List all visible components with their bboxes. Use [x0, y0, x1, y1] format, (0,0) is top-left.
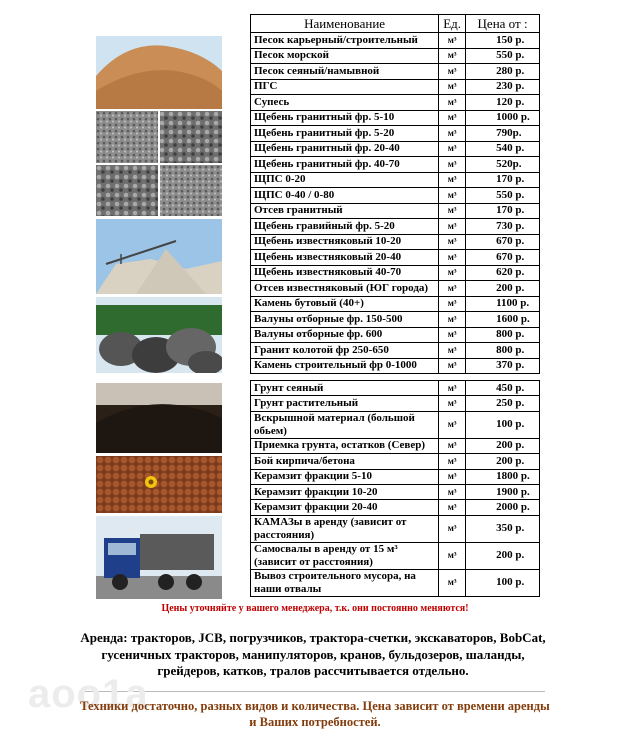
item-unit: м³ [439, 396, 466, 411]
item-price: 200 р. [466, 454, 540, 469]
item-unit: м³ [439, 454, 466, 469]
table-row [251, 542, 540, 569]
item-unit: м³ [439, 219, 466, 235]
item-price: 620 р. [466, 265, 540, 281]
item-name: Бой кирпича/бетона [251, 454, 439, 469]
item-unit: м³ [439, 469, 466, 484]
item-price: 670 р. [466, 234, 540, 250]
header-unit: Ед. [439, 15, 466, 33]
item-unit: м³ [439, 343, 466, 359]
item-unit: м³ [439, 157, 466, 173]
item-name: Приемка грунта, остатков (Север) [251, 438, 439, 453]
item-unit: м³ [439, 188, 466, 204]
item-name: Валуны отборные фр. 600 [251, 327, 439, 343]
item-unit: м³ [439, 250, 466, 266]
table-row [251, 188, 540, 204]
item-unit: м³ [439, 172, 466, 188]
table-row [251, 296, 540, 312]
item-name: ЩПС 0-40 / 0-80 [251, 188, 439, 204]
item-unit: м³ [439, 312, 466, 328]
item-name: Щебень гранитный фр. 5-20 [251, 126, 439, 142]
item-price: 550 р. [466, 188, 540, 204]
price-table-materials [250, 14, 540, 374]
table-row [251, 411, 540, 438]
table-row [251, 219, 540, 235]
item-unit: м³ [439, 515, 466, 542]
item-name: Отсев гранитный [251, 203, 439, 219]
item-price: 1600 р. [466, 312, 540, 328]
table-row [251, 141, 540, 157]
divider [85, 691, 545, 692]
table-row [251, 500, 540, 515]
table-row [251, 126, 540, 142]
table-row [251, 312, 540, 328]
item-price: 450 р. [466, 381, 540, 396]
item-name: Щебень известняковый 10-20 [251, 234, 439, 250]
item-price: 550 р. [466, 48, 540, 64]
item-price: 100 р. [466, 411, 540, 438]
item-unit: м³ [439, 500, 466, 515]
item-unit: м³ [439, 126, 466, 142]
table-row [251, 515, 540, 542]
table-row [251, 265, 540, 281]
sand-pile-photo [96, 36, 222, 109]
item-unit: м³ [439, 48, 466, 64]
table-row [251, 358, 540, 374]
item-price: 200 р. [466, 542, 540, 569]
item-unit: м³ [439, 358, 466, 374]
item-name: Грунт растительный [251, 396, 439, 411]
item-price: 1900 р. [466, 484, 540, 499]
table-row [251, 250, 540, 266]
item-name: Вывоз строительного мусора, на наши отвалы [251, 569, 439, 596]
item-name: Щебень гравийный фр. 5-20 [251, 219, 439, 235]
header-name: Наименование [251, 15, 439, 33]
item-unit: м³ [439, 542, 466, 569]
item-price: 170 р. [466, 172, 540, 188]
item-name: КАМАЗы в аренду (зависит от расстояния) [251, 515, 439, 542]
item-name: Гранит колотой фр 250-650 [251, 343, 439, 359]
item-price: 250 р. [466, 396, 540, 411]
item-unit: м³ [439, 33, 466, 49]
item-name: Камень бутовый (40+) [251, 296, 439, 312]
item-unit: м³ [439, 569, 466, 596]
item-unit: м³ [439, 141, 466, 157]
table-row [251, 396, 540, 411]
item-price: 540 р. [466, 141, 540, 157]
item-price: 200 р. [466, 438, 540, 453]
item-name: Отсев известняковый (ЮГ города) [251, 281, 439, 297]
item-unit: м³ [439, 296, 466, 312]
table-row [251, 157, 540, 173]
header-price: Цена от : [466, 15, 540, 33]
item-name: Грунт сеяный [251, 381, 439, 396]
item-name: Щебень известняковый 40-70 [251, 265, 439, 281]
gravel-grid-photo [96, 111, 222, 216]
table-header [251, 15, 540, 33]
table-row [251, 469, 540, 484]
item-price: 170 р. [466, 203, 540, 219]
table-row [251, 48, 540, 64]
item-price: 2000 р. [466, 500, 540, 515]
table-row [251, 569, 540, 596]
item-name: ЩПС 0-20 [251, 172, 439, 188]
table-row [251, 64, 540, 80]
item-name: Песок карьерный/строительный [251, 33, 439, 49]
boulders-photo [96, 297, 222, 373]
item-name: Самосвалы в аренду от 15 м³ (зависит от расстояния) [251, 542, 439, 569]
item-price: 800 р. [466, 343, 540, 359]
table-row [251, 343, 540, 359]
item-price: 520р. [466, 157, 540, 173]
item-price: 200 р. [466, 281, 540, 297]
dump-truck-photo [96, 516, 222, 599]
tech-text: Техники достаточно, разных видов и количества. Цена зависит от времени аренды и Ваших потребностей. [80, 699, 550, 729]
item-unit: м³ [439, 438, 466, 453]
table-row [251, 327, 540, 343]
item-name: ПГС [251, 79, 439, 95]
item-unit: м³ [439, 381, 466, 396]
rent-text: Аренда: тракторов, JCB, погрузчиков, трактора-счетки, экскаваторов, BobCat, гусеничных тракторов, манипуляторов, кранов, бульдозеров, шаланды, грейдеров, катков, тралов рассчитывается отдельно. [80, 630, 546, 678]
table-row [251, 33, 540, 49]
watermark-logo: aoo1a [28, 672, 149, 716]
item-unit: м³ [439, 110, 466, 126]
item-name: Супесь [251, 95, 439, 111]
item-price: 790р. [466, 126, 540, 142]
item-name: Камень строительный фр 0-1000 [251, 358, 439, 374]
item-price: 350 р. [466, 515, 540, 542]
clay-pellets-photo [96, 456, 222, 513]
table-row [251, 172, 540, 188]
item-unit: м³ [439, 411, 466, 438]
item-unit: м³ [439, 265, 466, 281]
item-price: 100 р. [466, 569, 540, 596]
item-name: Щебень известняковый 20-40 [251, 250, 439, 266]
table-row [251, 95, 540, 111]
item-price: 280 р. [466, 64, 540, 80]
table-row [251, 454, 540, 469]
item-name: Керамзит фракции 5-10 [251, 469, 439, 484]
item-unit: м³ [439, 281, 466, 297]
item-price: 370 р. [466, 358, 540, 374]
price-warning: Цены уточняйте у вашего менеджера, т.к. они постоянно меняются! [161, 603, 469, 614]
item-price: 230 р. [466, 79, 540, 95]
item-name: Керамзит фракции 20-40 [251, 500, 439, 515]
item-unit: м³ [439, 79, 466, 95]
item-price: 1800 р. [466, 469, 540, 484]
table-row [251, 281, 540, 297]
item-unit: м³ [439, 234, 466, 250]
item-price: 150 р. [466, 33, 540, 49]
table-row [251, 484, 540, 499]
item-price: 1000 р. [466, 110, 540, 126]
item-unit: м³ [439, 95, 466, 111]
item-name: Щебень гранитный фр. 40-70 [251, 157, 439, 173]
item-unit: м³ [439, 484, 466, 499]
item-price: 120 р. [466, 95, 540, 111]
item-price: 670 р. [466, 250, 540, 266]
table-row [251, 234, 540, 250]
item-price: 800 р. [466, 327, 540, 343]
quarry-conveyor-photo [96, 219, 222, 294]
item-price: 730 р. [466, 219, 540, 235]
item-unit: м³ [439, 64, 466, 80]
price-table-services [250, 380, 540, 597]
table-row [251, 79, 540, 95]
item-name: Песок морской [251, 48, 439, 64]
item-name: Вскрышной материал (большой обьем) [251, 411, 439, 438]
item-name: Щебень гранитный фр. 20-40 [251, 141, 439, 157]
table-row [251, 381, 540, 396]
table-row [251, 110, 540, 126]
item-unit: м³ [439, 327, 466, 343]
item-unit: м³ [439, 203, 466, 219]
item-name: Валуны отборные фр. 150-500 [251, 312, 439, 328]
table-row [251, 203, 540, 219]
item-name: Керамзит фракции 10-20 [251, 484, 439, 499]
item-price: 1100 р. [466, 296, 540, 312]
table-row [251, 438, 540, 453]
item-name: Песок сеяный/намывной [251, 64, 439, 80]
item-name: Щебень гранитный фр. 5-10 [251, 110, 439, 126]
soil-photo [96, 383, 222, 453]
